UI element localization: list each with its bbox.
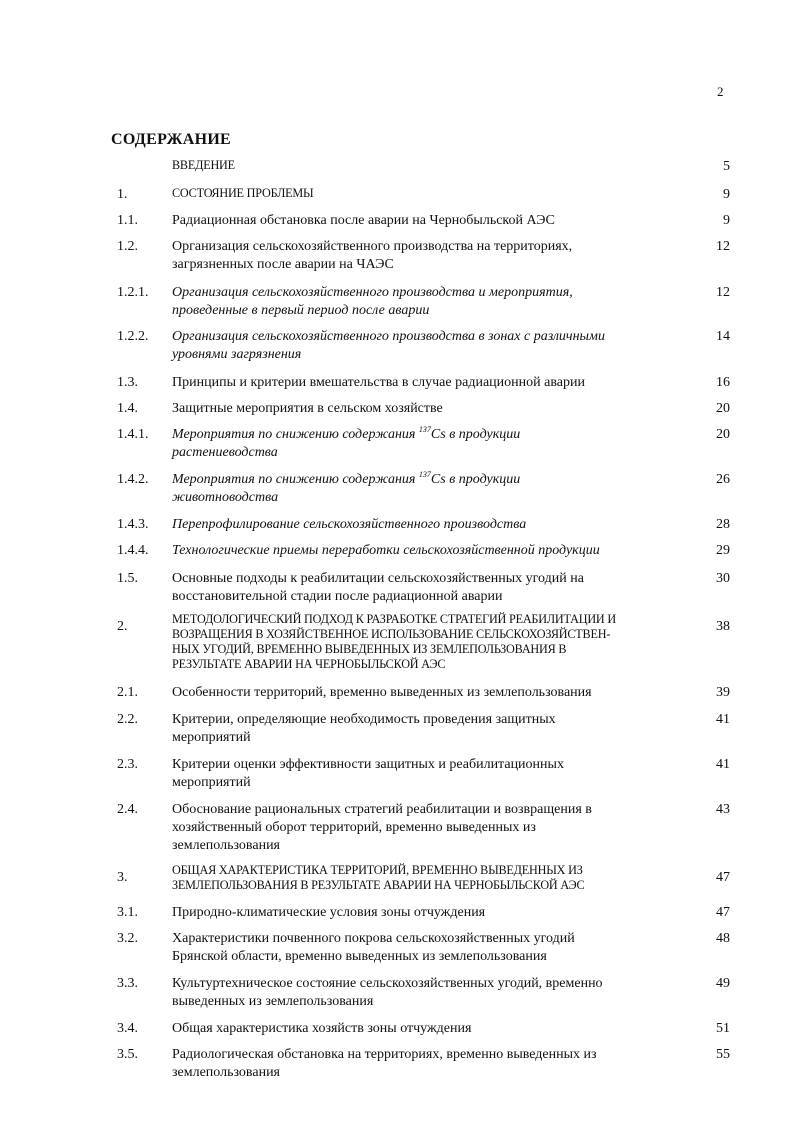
entry-page: 12 (716, 285, 730, 300)
toc-title: СОДЕРЖАНИЕ (111, 131, 232, 148)
entry-number: 3.2. (117, 931, 138, 946)
entry-number: 2.1. (117, 685, 138, 700)
entry-page: 12 (716, 239, 730, 254)
entry-title: СОСТОЯНИЕ ПРОБЛЕМЫ (172, 186, 314, 200)
entry-title: ОБЩАЯ ХАРАКТЕРИСТИКА ТЕРРИТОРИЙ, ВРЕМЕННО ВЫВЕДЕННЫХ ИЗ ЗЕМЛЕПОЛЬЗОВАНИЯ В РЕЗУЛЬТАТЕ АВАРИИ НА ЧЕРНОБЫЛЬСКОЙ АЭС (172, 863, 585, 892)
entry-number: 3.3. (117, 976, 138, 991)
entry-page: 20 (716, 401, 730, 416)
entry-title: МЕТОДОЛОГИЧЕСКИЙ ПОДХОД К РАЗРАБОТКЕ СТРАТЕГИЙ РЕАБИЛИТАЦИИ И ВОЗРАЩЕНИЯ В ХОЗЯЙСТВЕННОЕ ИСПОЛЬЗОВАНИЕ СЕЛЬСКОХОЗЯЙСТВЕН- НЫХ УГОДИЙ, ВРЕМЕННО ВЫВЕДЕННЫХ ИЗ ЗЕМЛЕПОЛЬЗОВАНИЯ В РЕЗУЛЬТАТЕ АВАРИИ НА ЧЕРНОБЫЛЬСКОЙ АЭС (172, 612, 616, 671)
entry-page: 38 (716, 619, 730, 634)
entry-page: 39 (716, 685, 730, 700)
entry-page: 49 (716, 976, 730, 991)
entry-number: 1.2. (117, 239, 138, 254)
entry-title: Природно-климатические условия зоны отчуждения (172, 905, 486, 920)
entry-page: 47 (716, 870, 730, 885)
entry-page: 47 (716, 905, 730, 920)
entry-number: 1.4.1. (117, 427, 149, 442)
entry-title: Перепрофилирование сельскохозяйственного производства (172, 517, 527, 532)
entry-number: 1.2.1. (117, 285, 149, 300)
entry-number: 1.2.2. (117, 329, 149, 344)
entry-title: Радиационная обстановка после аварии на Чернобыльской АЭС (172, 213, 555, 228)
entry-title: Организация сельскохозяйственного производства в зонах с различными уровнями загрязнения (172, 329, 605, 362)
entry-title: Общая характеристика хозяйств зоны отчуждения (172, 1021, 472, 1036)
entry-number: 2. (117, 619, 128, 634)
entry-number: 1.4.3. (117, 517, 149, 532)
entry-title: Организация сельскохозяйственного производства и мероприятия, проведенные в первый период после аварии (172, 285, 573, 318)
entry-page: 30 (716, 571, 730, 586)
entry-page: 26 (716, 472, 730, 487)
entry-number: 2.2. (117, 712, 138, 727)
entry-number: 3.1. (117, 905, 138, 920)
entry-number: 1.4.2. (117, 472, 149, 487)
entry-number: 2.4. (117, 802, 138, 817)
entry-number: 1.3. (117, 375, 138, 390)
entry-title: Характеристики почвенного покрова сельскохозяйственных угодий Брянской области, временно выведенных из землепользования (172, 931, 575, 964)
entry-page: 48 (716, 931, 730, 946)
entry-page: 9 (723, 213, 730, 228)
entry-page: 55 (716, 1047, 730, 1062)
entry-title: Мероприятия по снижению содержания $^{137}$Cs в продукции растениеводства (172, 425, 521, 460)
entry-page: 41 (716, 757, 730, 772)
entry-title: Организация сельскохозяйственного производства на территориях, загрязненных после аварии на ЧАЭС (172, 239, 573, 272)
entry-number: 3.4. (117, 1021, 138, 1036)
entry-number: 1.4.4. (117, 543, 149, 558)
entry-number: 3.5. (117, 1047, 138, 1062)
entry-page: 9 (723, 187, 730, 202)
entry-title: Принципы и критерии вмешательства в случае радиационной аварии (172, 375, 585, 390)
entry-title: Критерии оценки эффективности защитных и реабилитационных мероприятий (172, 757, 564, 790)
entry-page: 16 (716, 375, 730, 390)
entry-title: Особенности территорий, временно выведенных из землепользования (172, 685, 592, 700)
entry-title: Технологические приемы переработки сельскохозяйственной продукции (172, 543, 600, 558)
entry-page: 5 (723, 159, 730, 174)
entry-title: Критерии, определяющие необходимость проведения защитных мероприятий (172, 712, 556, 745)
entry-number: 1. (117, 187, 128, 202)
entry-title: Основные подходы к реабилитации сельскохозяйственных угодий на восстановительной стадии после радиационной аварии (172, 571, 584, 604)
entry-page: 41 (716, 712, 730, 727)
entry-number: 2.3. (117, 757, 138, 772)
entry-page: 20 (716, 427, 730, 442)
entry-number: 1.4. (117, 401, 138, 416)
entry-number: 3. (117, 870, 128, 885)
entry-page: 28 (716, 517, 730, 532)
entry-title: Обоснование рациональных стратегий реабилитации и возвращения в хозяйственный оборот территорий, временно выведенных из землепользования (172, 802, 592, 853)
entry-title: Радиологическая обстановка на территориях, временно выведенных из землепользования (172, 1047, 597, 1080)
entry-number: 1.5. (117, 571, 138, 586)
entry-title: Защитные мероприятия в сельском хозяйстве (172, 401, 443, 416)
page-number: 2 (717, 84, 724, 99)
entry-number: 1.1. (117, 213, 138, 228)
entry-page: 14 (716, 329, 730, 344)
entry-page: 51 (716, 1021, 730, 1036)
entry-page: 43 (716, 802, 730, 817)
entry-page: 29 (716, 543, 730, 558)
entry-title: Мероприятия по снижению содержания $^{137}$Cs в продукции животноводства (172, 470, 521, 505)
entry-title: ВВЕДЕНИЕ (172, 158, 235, 172)
entry-title: Культуртехническое состояние сельскохозяйственных угодий, временно выведенных из землепользования (172, 976, 603, 1009)
